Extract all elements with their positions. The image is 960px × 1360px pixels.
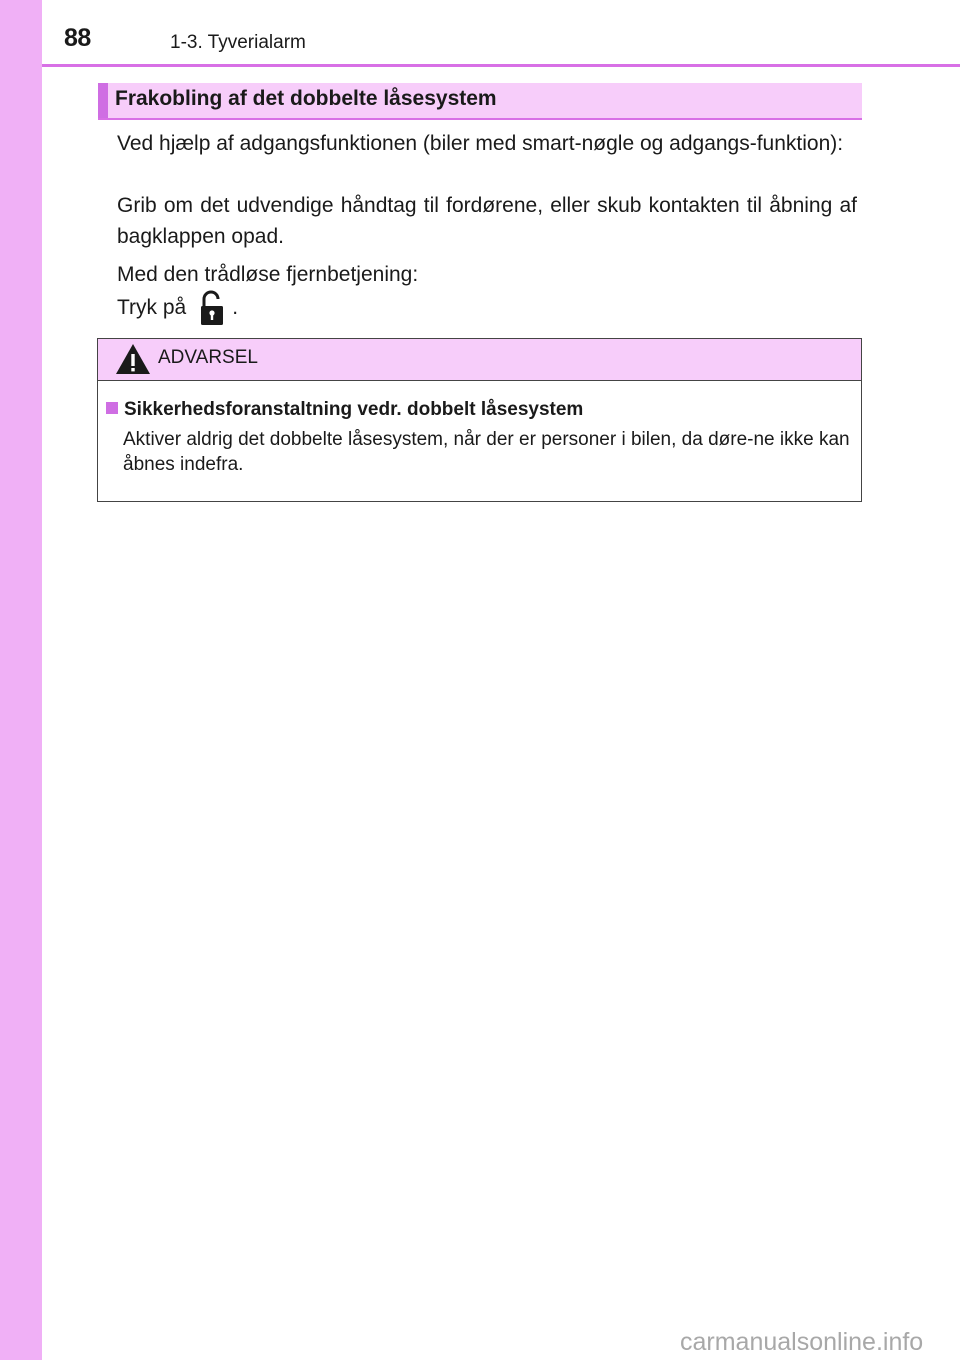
paragraph-access-function: Ved hjælp af adgangsfunktionen (biler med smart-nøgle og adgangs-funktion):: [117, 132, 844, 155]
warning-header: [98, 339, 861, 381]
section-accent-bar: [98, 83, 108, 118]
warning-triangle-icon: [115, 343, 151, 375]
warning-box: [97, 338, 862, 502]
press-text-end: .: [232, 296, 239, 319]
page-number: 88: [64, 24, 91, 52]
side-color-band: [0, 0, 42, 1360]
watermark: carmanualsonline.info: [680, 1328, 924, 1356]
warning-heading-text: Sikkerhedsforanstaltning vedr. dobbelt låsesystem: [124, 399, 584, 420]
warning-text: Aktiver aldrig det dobbelte låsesystem, når der er personer i bilen, da døre-ne ikke kan åbnes indefra.: [123, 429, 850, 475]
header-rule: [42, 64, 960, 67]
paragraph-wireless-remote: Med den trådløse fjernbetjening:: [117, 263, 419, 286]
unlock-icon: [198, 290, 226, 326]
bullet-square-icon: [106, 402, 118, 414]
section-title: Frakobling af det dobbelte låsesystem: [115, 87, 497, 110]
paragraph-press-unlock: [117, 290, 857, 326]
paragraph-door-handle: Grib om det udvendige håndtag til fordørene, eller skub kontakten til åbning af bagklappen opad.: [117, 194, 857, 248]
chapter-title: 1-3. Tyverialarm: [170, 32, 306, 53]
warning-label: ADVARSEL: [158, 347, 258, 368]
warning-heading: [106, 399, 583, 421]
section-header: [98, 83, 862, 120]
press-text: Tryk på: [117, 296, 187, 319]
